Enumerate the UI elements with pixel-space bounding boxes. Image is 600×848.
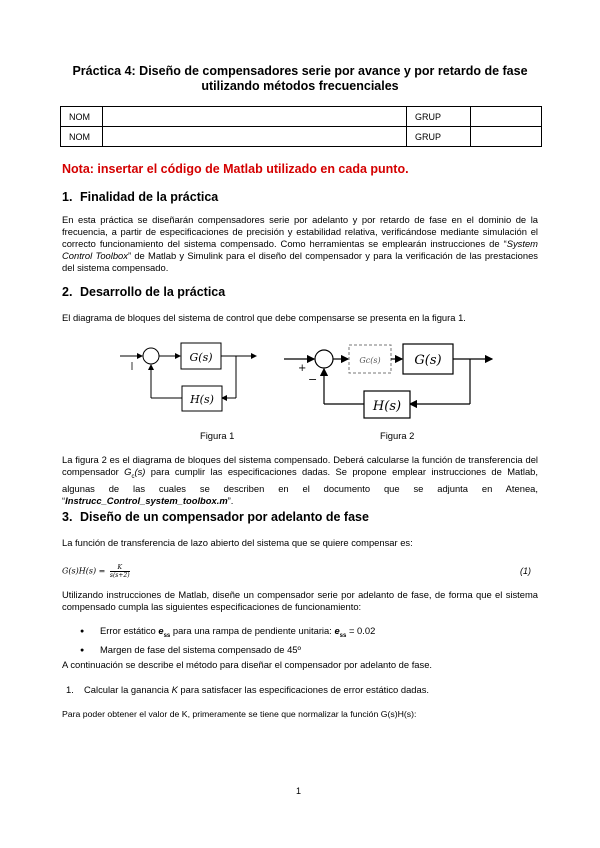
specifications-list xyxy=(80,624,375,656)
section-3-paragraph-4: Para poder obtener el valor de K, primeramente se tiene que normalizar la función G(s)H(s): xyxy=(62,709,417,719)
plus-sign: + xyxy=(298,363,307,374)
section-2-paragraph-1: El diagrama de bloques del sistema de control que debe compensarse se presenta en la figura 1. xyxy=(62,312,466,323)
gc-label: Gc(s) xyxy=(359,356,381,365)
minus-sign: − xyxy=(308,373,318,386)
page-number: 1 xyxy=(296,786,302,796)
grup-label: GRUP xyxy=(407,127,471,147)
document-title: Práctica 4: Diseño de compensadores serie por avance y por retardo de fase utilizando métodos frecuenciales xyxy=(72,64,528,93)
summing-junction xyxy=(315,350,333,368)
g-label: G(s) xyxy=(414,353,442,368)
equation-number: (1) xyxy=(520,566,531,576)
g-label: G(s) xyxy=(189,351,213,364)
nom-label: NOM xyxy=(61,127,103,147)
figure-1-block-diagram xyxy=(118,336,258,420)
step-1: 1. Calcular la ganancia K para satisfacer las especificaciones de error estático dadas. xyxy=(66,684,429,695)
section-3-heading: 3. Diseño de un compensador por adelanto de fase xyxy=(62,510,369,524)
grup-field[interactable] xyxy=(471,107,542,127)
section-1-paragraph: En esta práctica se diseñarán compensadores serie por adelanto y por retardo de fase en el dominio de la frecuencia, a partir de especificaciones de precisión y estabilidad relativa, verificándose mediante simulación el correcto funcionamiento del sistema compensado. Como herramientas se emplearán instrucciones de “System Control Toolbox” de Matlab y Simulink para el diseño del compensador y para la verificación de las prestaciones del sistema compensado. xyxy=(62,214,538,273)
table-row xyxy=(61,107,542,127)
summing-junction xyxy=(143,348,159,364)
names-table xyxy=(60,106,542,147)
nom-label: NOM xyxy=(61,107,103,127)
grup-field[interactable] xyxy=(471,127,542,147)
nom-field[interactable] xyxy=(103,127,407,147)
h-label: H(s) xyxy=(372,399,402,414)
figure-2-block-diagram xyxy=(282,338,494,422)
section-3-paragraph-2: Utilizando instrucciones de Matlab, diseñe un compensador serie por adelanto de fase, de forma que el sistema compensado cumpla las siguientes especificaciones de funcionamiento: xyxy=(62,589,538,612)
section-2-paragraph-2: La figura 2 es el diagrama de bloques del sistema compensado. Deberá calcularse la función de transferencia del compensador $G_c(s)$ para cumplir las especificaciones dadas. Se propone emplear instrucciones de Matlab, algunas de las cuales se describen en el documento que se adjunta en Atenea, “Instrucc_Control_system_toolbox.m”. xyxy=(62,454,538,506)
figure-2-caption: Figura 2 xyxy=(380,430,415,441)
nom-field[interactable] xyxy=(103,107,407,127)
table-row xyxy=(61,127,542,147)
list-item: ● Error estático $e_{ss}$ para una rampa de pendiente unitaria: $e_{ss} = 0.02$ xyxy=(80,624,375,643)
section-3-paragraph-3: A continuación se describe el método para diseñar el compensador por adelanto de fase. xyxy=(62,659,433,670)
h-label: H(s) xyxy=(190,393,214,406)
section-3-paragraph-1: La función de transferencia de lazo abierto del sistema que se quiere compensar es: xyxy=(62,537,413,548)
section-2-heading: 2. Desarrollo de la práctica xyxy=(62,285,226,299)
section-1-heading: 1. Finalidad de la práctica xyxy=(62,190,219,204)
list-item: ● Margen de fase del sistema compensado de 45º xyxy=(80,643,375,656)
note-text: Nota: insertar el código de Matlab utilizado en cada punto. xyxy=(62,162,409,176)
equation-1: G(s)H(s) = $\frac{K}{s(s+2)}$ xyxy=(62,564,130,579)
grup-label: GRUP xyxy=(407,107,471,127)
figure-1-caption: Figura 1 xyxy=(200,430,235,441)
